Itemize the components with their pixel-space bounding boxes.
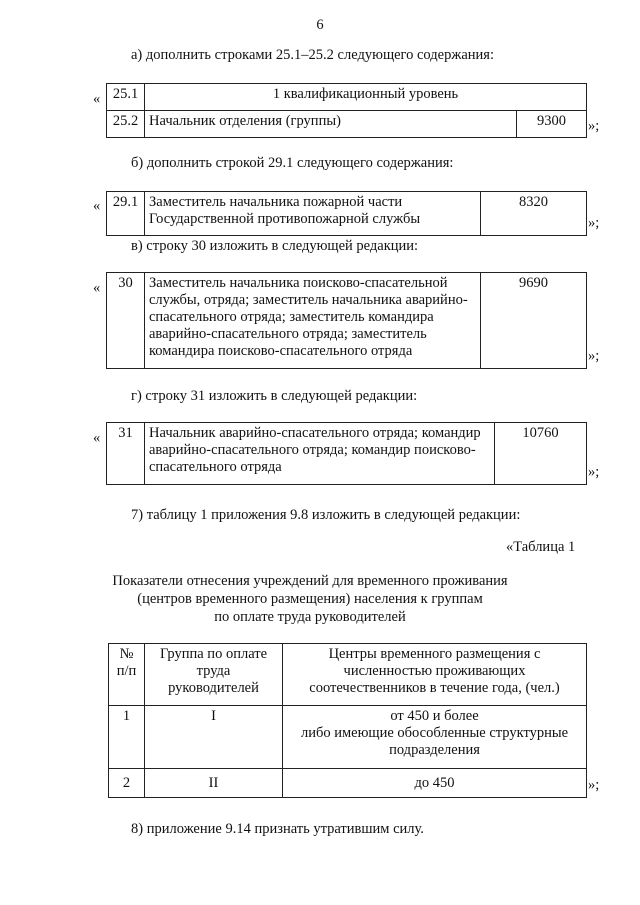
table-row — [107, 423, 587, 485]
item-d-close-quote: »; — [588, 464, 600, 480]
header-line: численностью проживающих — [343, 663, 526, 679]
header-number — [109, 644, 145, 706]
item-c-open-quote: « — [93, 280, 101, 296]
row-group: I — [145, 706, 283, 769]
row-text-line: командира поисково-спасательного отряда — [149, 343, 413, 359]
header-line: руководителей — [168, 680, 259, 696]
groups-table — [108, 643, 587, 798]
item-a-table — [106, 83, 587, 138]
row-text-line: аварийно-спасательного отряда; заместитель — [149, 326, 427, 342]
item-a-intro: а) дополнить строками 25.1–25.2 следующего содержания: — [131, 47, 495, 63]
item-d-table — [106, 422, 587, 485]
criteria-line: подразделения — [389, 742, 480, 758]
header-criteria — [283, 644, 587, 706]
header-line: Центры временного размещения с — [328, 646, 541, 662]
table-row — [107, 273, 587, 369]
header-line: Группа по оплате — [159, 646, 268, 662]
row-text-line: аварийно-спасательного отряда; командир поисково- — [149, 442, 476, 458]
row-number: 30 — [107, 273, 145, 369]
item-b-close-quote: »; — [588, 215, 600, 231]
row-value: 8320 — [481, 192, 587, 236]
table-title-line: по оплате труда руководителей — [214, 609, 406, 625]
table-row — [109, 769, 587, 798]
item-d-intro: г) строку 31 изложить в следующей редакции: — [131, 388, 418, 404]
header-line: № — [119, 646, 134, 662]
item-c-intro: в) строку 30 изложить в следующей редакции: — [131, 238, 419, 254]
header-line: труда — [196, 663, 231, 679]
row-criteria: до 450 — [283, 769, 587, 798]
item-7-intro: 7) таблицу 1 приложения 9.8 изложить в следующей редакции: — [131, 507, 521, 523]
item-b-intro: б) дополнить строкой 29.1 следующего содержания: — [131, 155, 454, 171]
page-number: 6 — [316, 17, 324, 33]
row-number: 25.1 — [107, 84, 145, 111]
item-c-close-quote: »; — [588, 348, 600, 364]
table-title — [100, 572, 520, 626]
table-label: «Таблица 1 — [506, 539, 576, 555]
item-a-open-quote: « — [93, 91, 101, 107]
row-text-line: Заместитель начальника поисково-спасательной — [149, 275, 448, 291]
table-title-line: Показатели отнесения учреждений для временного проживания — [112, 573, 508, 589]
row-text: 1 квалификационный уровень — [145, 84, 587, 111]
item-7-close-quote: »; — [588, 777, 600, 793]
row-text: Начальник отделения (группы) — [145, 111, 517, 138]
item-a-close-quote: »; — [588, 118, 600, 134]
row-text — [145, 192, 481, 236]
row-text-line: спасательного отряда — [149, 459, 282, 475]
row-text — [145, 273, 481, 369]
table-header-row — [109, 644, 587, 706]
row-number: 1 — [109, 706, 145, 769]
item-b-table — [106, 191, 587, 236]
row-text — [145, 423, 495, 485]
header-group — [145, 644, 283, 706]
row-text-line: Начальник аварийно-спасательного отряда; командир — [149, 425, 481, 441]
row-group: II — [145, 769, 283, 798]
row-criteria — [283, 706, 587, 769]
header-line: п/п — [116, 663, 137, 679]
row-value: 9690 — [481, 273, 587, 369]
row-value: 10760 — [495, 423, 587, 485]
item-b-open-quote: « — [93, 198, 101, 214]
table-title-line: (центров временного размещения) населения к группам — [137, 591, 483, 607]
row-number: 29.1 — [107, 192, 145, 236]
row-text-line: службы, отряда; заместитель начальника аварийно- — [149, 292, 468, 308]
table-row — [109, 706, 587, 769]
table-row — [107, 111, 587, 138]
table-row — [107, 192, 587, 236]
header-line: соотечественников в течение года, (чел.) — [309, 680, 560, 696]
row-text-line: спасательного отряда; заместитель командира — [149, 309, 434, 325]
row-number: 25.2 — [107, 111, 145, 138]
criteria-line: либо имеющие обособленные структурные — [300, 725, 569, 741]
item-8-text: 8) приложение 9.14 признать утратившим силу. — [131, 821, 424, 837]
row-text-line: Заместитель начальника пожарной части — [149, 194, 403, 210]
criteria-line: от 450 и более — [390, 708, 479, 724]
row-value: 9300 — [517, 111, 587, 138]
row-number: 31 — [107, 423, 145, 485]
row-text-line: Государственной противопожарной службы — [149, 211, 421, 227]
row-number: 2 — [109, 769, 145, 798]
item-d-open-quote: « — [93, 430, 101, 446]
table-row — [107, 84, 587, 111]
item-c-table — [106, 272, 587, 369]
